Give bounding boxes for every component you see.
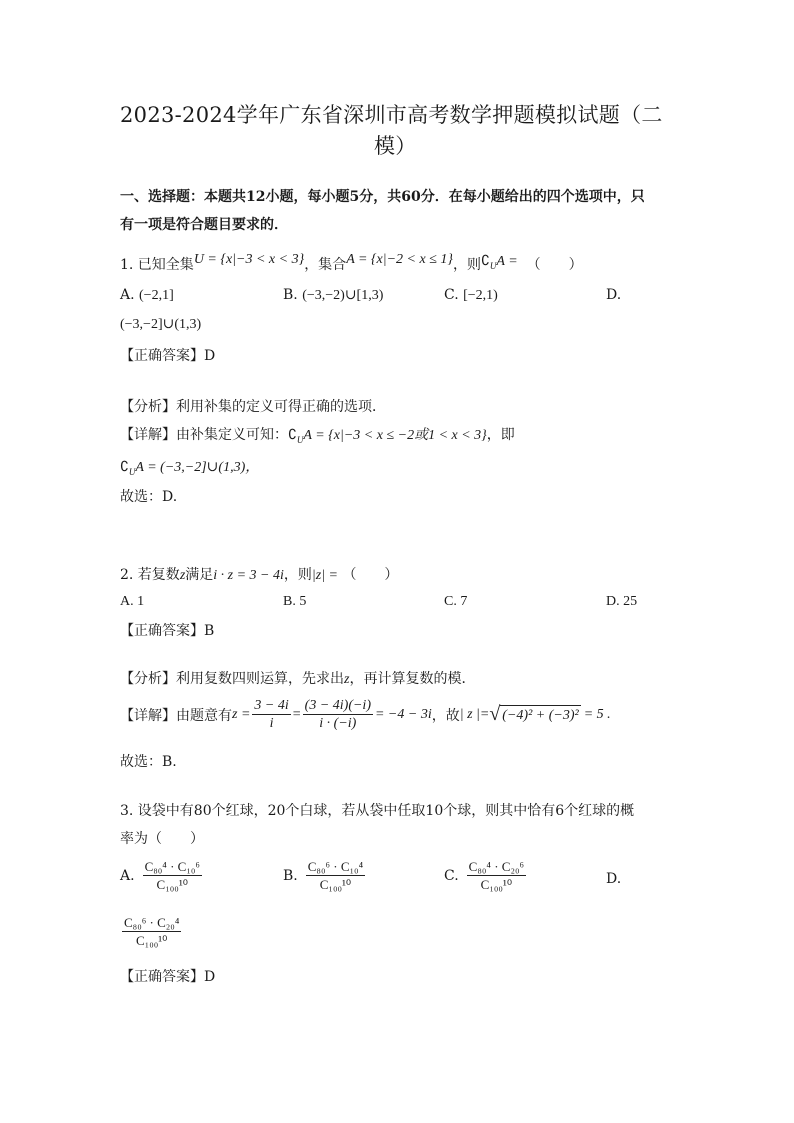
page-title: 2023-2024学年广东省深圳市高考数学押题模拟试题（二 [120, 103, 663, 127]
fraction: $\frac{(3 - 4i)(-i)}{i \cdot (-i)}$ [304, 698, 371, 731]
q3-option-c[interactable]: C. $\frac{\text{C₈₀⁴ · C₂₀⁶}}{\text{C₁₀₀¹⁰}}$ [444, 859, 525, 892]
q1-detail-line2: $∁_UA$ = (−3,−2]∪(1,3)， [120, 460, 260, 477]
q1-option-b[interactable]: B. (−3,−2)∪[1,3) [283, 287, 384, 303]
question-3-stem: 3. 设袋中有80个红球，20个白球，若从袋中任取10个球，则其中恰有6个红球的概 [120, 803, 635, 819]
q2-answer: 【正确答案】B [120, 623, 215, 639]
q3-answer: 【正确答案】D [120, 969, 216, 985]
q1-option-c[interactable]: C. [−2,1) [444, 287, 498, 303]
q3-option-a[interactable]: A. $\frac{\text{C₈₀⁴ · C₁₀⁶}}{\text{C₁₀₀¹⁰}}$ [120, 859, 200, 892]
q1-analysis: 【分析】利用补集的定义可得正确的选项． [120, 399, 386, 415]
q2-option-d[interactable]: D. 25 [606, 594, 638, 609]
q2-analysis: 【分析】利用复数四则运算，先求出z，再计算复数的模． [120, 671, 476, 687]
q1-detail: 【详解】由补集定义可知：$∁_UA = \{x|-3 < x \le -2$或1 < x < 3}，即 [120, 427, 515, 445]
q2-detail: 【详解】由题意有 z = $\frac{3 - 4i}{i}$ = $\frac{(3 - 4i)(-i)}{i \cdot (-i)}$ = −4 − 3i ，故 | z |= √ (−4)² + (−3)² = 5 . [120, 698, 611, 731]
q1-option-a[interactable]: A. (−2,1] [120, 287, 174, 303]
q1-conclusion: 故选：D. [120, 489, 178, 505]
q1-option-d[interactable]: (−3,−2]∪(1,3) [120, 317, 202, 332]
q1-answer: 【正确答案】D [120, 348, 216, 364]
question-2-stem: 2. 若复数z满足i · z = 3 − 4i，则|z| = （ ） [120, 567, 399, 583]
q3-option-d-label[interactable]: D. [606, 871, 622, 887]
question-1-stem: 1. 已知全集U = {x|−3 < x < 3}，集合A = {x|−2 < x ≤ 1}，则$∁_UA$ = （ ） [120, 252, 583, 273]
sqrt-icon: √ [489, 703, 501, 725]
q1-option-d-label[interactable]: D. [606, 287, 622, 303]
q2-option-a[interactable]: A. 1 [120, 594, 145, 609]
q2-conclusion: 故选：B. [120, 754, 177, 770]
section-heading-continued: 有一项是符合题目要求的． [120, 217, 288, 233]
q2-option-c[interactable]: C. 7 [444, 594, 468, 609]
page-title-continued: 模） [374, 134, 417, 158]
q3-option-d[interactable]: $\frac{\text{C₈₀⁶ · C₂₀⁴}}{\text{C₁₀₀¹⁰}}$ [124, 915, 180, 948]
fraction: $\frac{3 - 4i}{i}$ [254, 698, 289, 731]
question-3-stem-continued: 率为（ ） [120, 831, 204, 847]
q2-option-b[interactable]: B. 5 [283, 594, 307, 609]
section-heading: 一、选择题：本题共12小题，每小题5分，共60分．在每小题给出的四个选项中，只 [120, 189, 645, 205]
q3-option-b[interactable]: B. $\frac{\text{C₈₀⁶ · C₁₀⁴}}{\text{C₁₀₀¹⁰}}$ [283, 859, 364, 892]
